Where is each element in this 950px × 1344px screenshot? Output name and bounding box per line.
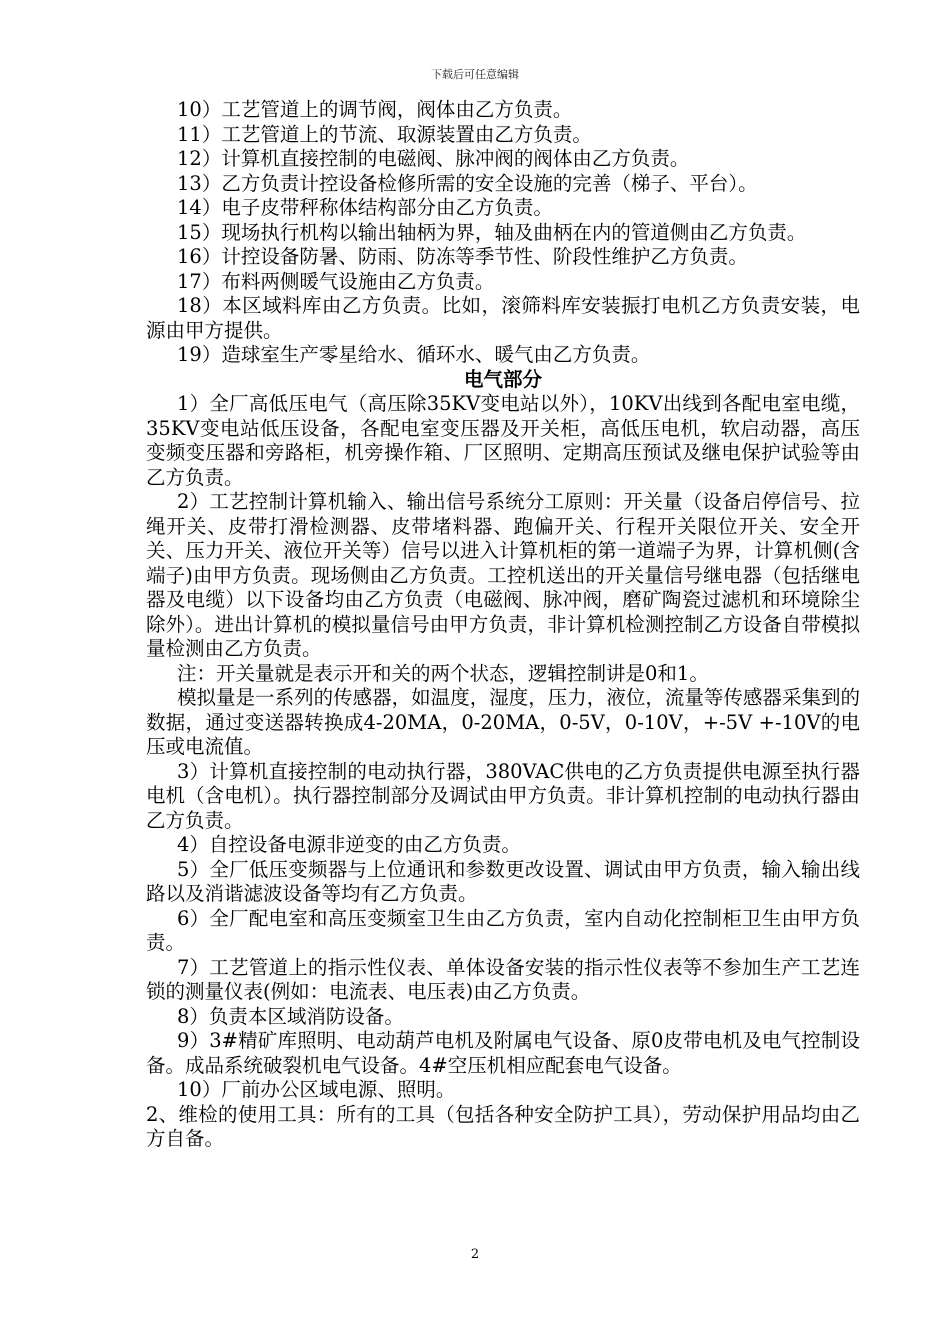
elec-item-6: 6）全厂配电室和高压变频室卫生由乙方负责，室内自动化控制柜卫生由甲方负责。 xyxy=(146,906,860,954)
elec-item-8: 8）负责本区域消防设备。 xyxy=(177,1004,404,1028)
mech-item-14: 14）电子皮带秤称体结构部分由乙方负责。 xyxy=(177,196,553,219)
mech-item-16: 16）计控设备防暑、防雨、防冻等季节性、阶段性维护乙方负责。 xyxy=(177,245,748,268)
elec-note-analog: 模拟量是一系列的传感器，如温度，湿度，压力，液位，流量等传感器采集到的数据，通过变送器转换成4-20MA，0-20MA，0-5V，0-10V，+-5V +-10V的电压或电流值。 xyxy=(146,686,860,758)
elec-note-switch: 注：开关量就是表示开和关的两个状态，逻辑控制讲是0和1。 xyxy=(177,661,709,685)
page-header: 下载后可任意编辑 xyxy=(431,68,519,81)
mech-item-12: 12）计算机直接控制的电磁阀、脉冲阀的阀体由乙方负责。 xyxy=(177,147,690,170)
page-number: 2 xyxy=(470,1247,480,1262)
mech-item-17: 17）布料两侧暖气设施由乙方负责。 xyxy=(177,269,495,293)
mech-item-10: 10）工艺管道上的调节阀，阀体由乙方负责。 xyxy=(177,98,573,121)
elec-item-7: 7）工艺管道上的指示性仪表、单体设备安装的指示性仪表等不参加生产工艺连锁的测量仪表(例如：电流表、电压表)由乙方负责。 xyxy=(146,955,860,1003)
mech-item-15: 15）现场执行机构以输出轴柄为界，轴及曲柄在内的管道侧由乙方负责。 xyxy=(177,220,807,244)
elec-item-9: 9）3#精矿库照明、电动葫芦电机及附属电气设备、原0皮带电机及电气控制设备。成品系统破裂机电气设备。4#空压机相应配套电气设备。 xyxy=(146,1029,860,1077)
elec-item-10: 10）厂前办公区域电源、照明。 xyxy=(177,1078,456,1101)
mech-item-18: 18）本区域料库由乙方负责。比如，滚筛料库安装振打电机乙方负责安装，电源由甲方提供。 xyxy=(146,294,860,342)
document-body xyxy=(146,98,860,1152)
elec-item-5: 5）全厂低压变频器与上位通讯和参数更改设置、调试由甲方负责，输入输出线路以及消谐滤波设备等均有乙方负责。 xyxy=(146,857,860,905)
section-heading-electrical: 电气部分 xyxy=(463,367,542,391)
elec-item-3: 3）计算机直接控制的电动执行器，380VAC供电的乙方负责提供电源至执行器电机（含电机）。执行器控制部分及调试由甲方负责。非计算机控制的电动执行器由乙方负责。 xyxy=(146,759,860,832)
elec-item-4: 4）自控设备电源非逆变的由乙方负责。 xyxy=(177,833,521,856)
mech-item-11: 11）工艺管道上的节流、取源装置由乙方负责。 xyxy=(177,122,592,146)
elec-item-2: 2）工艺控制计算机输入、输出信号系统分工原则：开关量（设备启停信号、拉绳开关、皮带打滑检测器、皮带堵料器、跑偏开关、行程开关限位开关、安全开关、压力开关、液位开关等）信号以进入计算机柜的第一道端子为界，计算机侧(含端子)由甲方负责。现场侧由乙方负责。工控机送出的开关量信号继电器（包括继电器及电缆）以下设备均由乙方负责（电磁阀、脉冲阀，磨矿陶瓷过滤机和环境除尘除外）。进出计算机的模拟量信号由甲方负责，非计算机检测控制乙方设备自带模拟量检测由乙方负责。 xyxy=(146,490,860,660)
mech-item-19: 19）造球室生产零星给水、循环水、暖气由乙方负责。 xyxy=(177,343,651,366)
tools-paragraph: 2、维检的使用工具：所有的工具（包括各种安全防护工具），劳动保护用品均由乙方自备。 xyxy=(146,1102,860,1150)
mech-item-13: 13）乙方负责计控设备检修所需的安全设施的完善（梯子、平台）。 xyxy=(177,171,758,195)
elec-item-1: 1）全厂高低压电气（高压除35KV变电站以外），10KV出线到各配电室电缆，35KV变电站低压设备，各配电室变压器及开关柜，高低压电机，软启动器，高压变频变压器和旁路柜，机旁操作箱、厂区照明、定期高压预试及继电保护试验等由乙方负责。 xyxy=(146,392,860,489)
